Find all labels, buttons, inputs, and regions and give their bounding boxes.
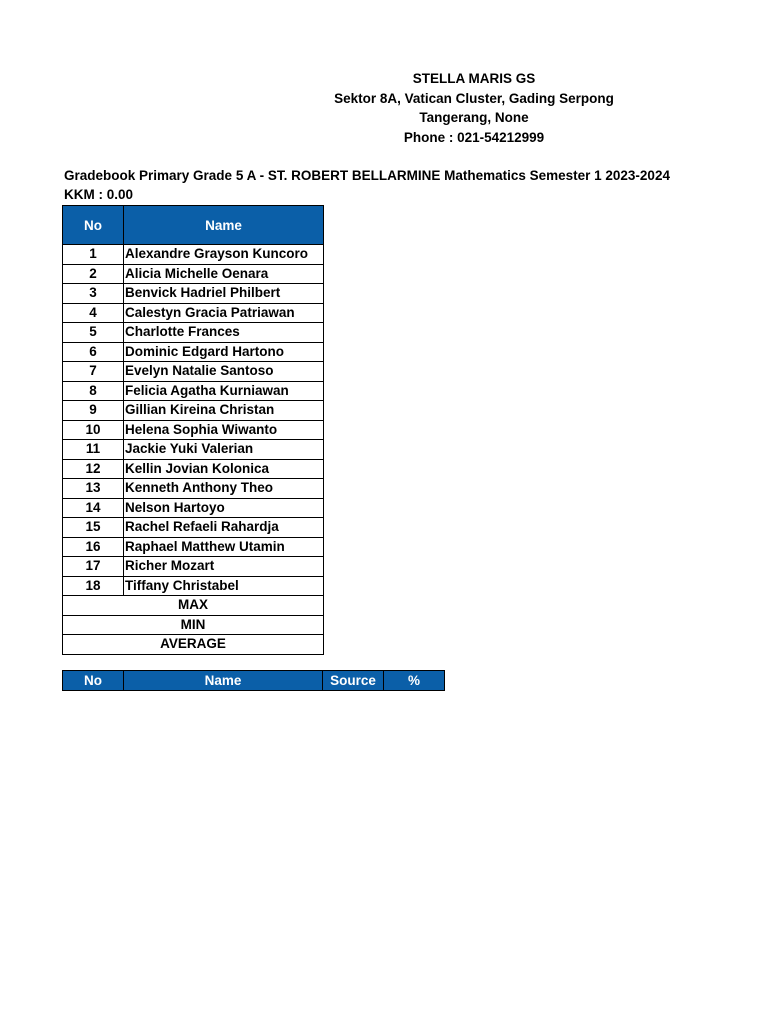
table-body: [63, 245, 324, 596]
table-row: [63, 342, 324, 362]
student-name: Richer Mozart: [124, 557, 324, 577]
row-number: 1: [63, 245, 124, 265]
row-number: 3: [63, 284, 124, 304]
source-table: [62, 670, 445, 691]
row-number: 8: [63, 381, 124, 401]
gradebook-table: [62, 205, 324, 655]
student-name: Tiffany Christabel: [124, 576, 324, 596]
table-row: [63, 245, 324, 265]
table-row: [63, 440, 324, 460]
student-name: Raphael Matthew Utamin: [124, 537, 324, 557]
source-col-header-name: Name: [124, 671, 323, 691]
row-number: 7: [63, 362, 124, 382]
row-number: 9: [63, 401, 124, 421]
summary-row-average: [63, 635, 324, 655]
student-name: Calestyn Gracia Patriawan: [124, 303, 324, 323]
school-address-line1: Sektor 8A, Vatican Cluster, Gading Serpong: [334, 90, 614, 106]
school-address-line2: Tangerang, None: [419, 110, 529, 125]
student-name: Felicia Agatha Kurniawan: [124, 381, 324, 401]
summary-row-min: [63, 615, 324, 635]
summary-max-label: MAX: [63, 596, 324, 616]
row-number: 4: [63, 303, 124, 323]
summary-min-label: MIN: [63, 615, 324, 635]
row-number: 2: [63, 264, 124, 284]
table-row: [63, 323, 324, 343]
summary-row-max: [63, 596, 324, 616]
table-row: [63, 518, 324, 538]
student-name: Benvick Hadriel Philbert: [124, 284, 324, 304]
table-row: [63, 557, 324, 577]
table-row: [63, 381, 324, 401]
table-row: [63, 264, 324, 284]
student-name: Helena Sophia Wiwanto: [124, 420, 324, 440]
student-name: Gillian Kireina Christan: [124, 401, 324, 421]
table-row: [63, 576, 324, 596]
table-row: [63, 479, 324, 499]
school-header: [0, 69, 768, 147]
row-number: 13: [63, 479, 124, 499]
gradebook-title: Gradebook Primary Grade 5 A - ST. ROBERT BELLARMINE Mathematics Semester 1 2023-2024: [64, 168, 670, 183]
table-row: [63, 303, 324, 323]
student-name: Rachel Refaeli Rahardja: [124, 518, 324, 538]
student-name: Kellin Jovian Kolonica: [124, 459, 324, 479]
student-name: Nelson Hartoyo: [124, 498, 324, 518]
table-row: [63, 420, 324, 440]
table-row: [63, 459, 324, 479]
row-number: 5: [63, 323, 124, 343]
row-number: 17: [63, 557, 124, 577]
source-col-header-source: Source: [323, 671, 384, 691]
row-number: 10: [63, 420, 124, 440]
source-table-header-row: [63, 671, 445, 691]
student-name: Charlotte Frances: [124, 323, 324, 343]
summary-average-label: AVERAGE: [63, 635, 324, 655]
student-name: Jackie Yuki Valerian: [124, 440, 324, 460]
row-number: 15: [63, 518, 124, 538]
col-header-name: Name: [124, 206, 324, 245]
table-row: [63, 537, 324, 557]
school-name: STELLA MARIS GS: [412, 71, 536, 86]
table-row: [63, 284, 324, 304]
row-number: 16: [63, 537, 124, 557]
table-header-row: [63, 206, 324, 245]
source-col-header-percent: %: [384, 671, 445, 691]
table-row: [63, 498, 324, 518]
student-name: Dominic Edgard Hartono: [124, 342, 324, 362]
student-name: Alexandre Grayson Kuncoro: [124, 245, 324, 265]
school-phone: Phone : 021-54212999: [403, 129, 545, 145]
student-name: Evelyn Natalie Santoso: [124, 362, 324, 382]
row-number: 11: [63, 440, 124, 460]
source-col-header-no: No: [63, 671, 124, 691]
row-number: 18: [63, 576, 124, 596]
row-number: 12: [63, 459, 124, 479]
student-name: Alicia Michelle Oenara: [124, 264, 324, 284]
student-name: Kenneth Anthony Theo: [124, 479, 324, 499]
kkm-label: KKM : 0.00: [64, 187, 134, 202]
row-number: 14: [63, 498, 124, 518]
table-row: [63, 401, 324, 421]
table-row: [63, 362, 324, 382]
col-header-no: No: [63, 206, 124, 245]
row-number: 6: [63, 342, 124, 362]
